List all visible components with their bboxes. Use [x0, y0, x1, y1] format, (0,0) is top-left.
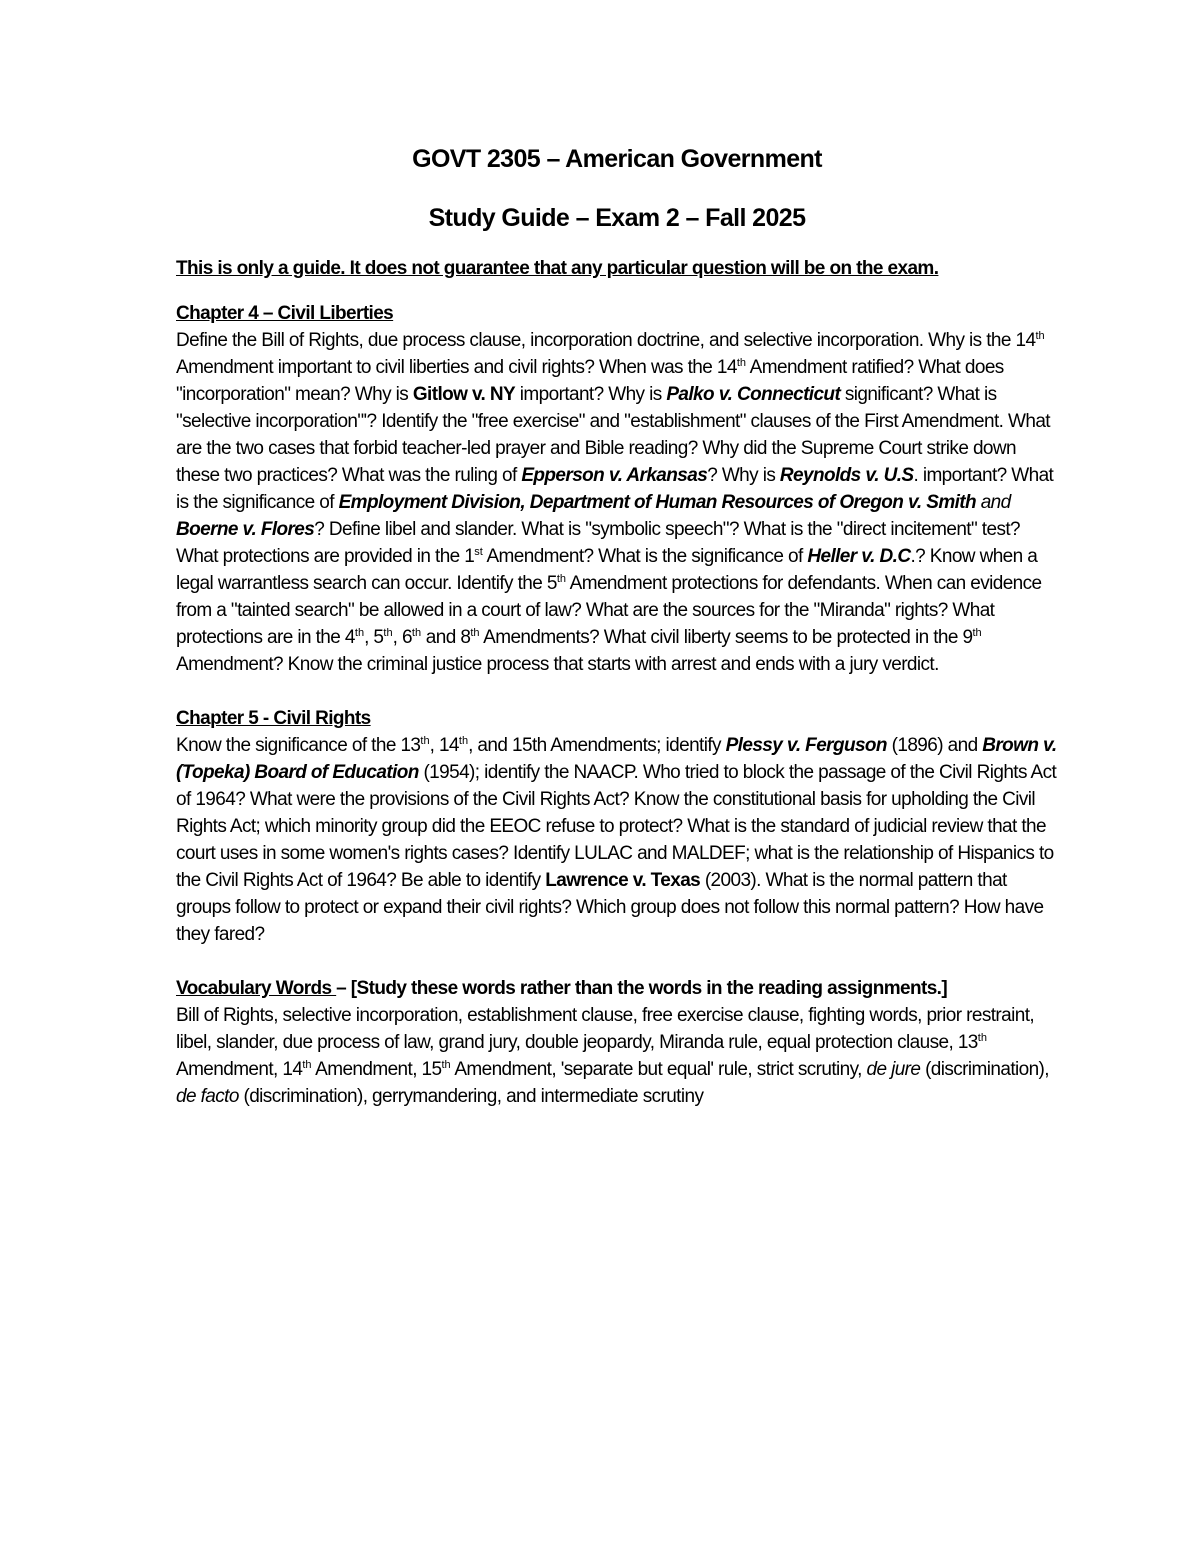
body-text: , 6 — [392, 627, 412, 648]
body-text: Amendment, 'separate but equal' rule, strict scrutiny, — [450, 1059, 867, 1080]
body-text: Amendment? Know the criminal justice process that starts with arrest and ends with a jury verdict. — [176, 654, 939, 675]
chapter-5-section — [176, 705, 1058, 948]
body-text: Define the Bill of Rights, due process clause, incorporation doctrine, and selective incorporation. Why is the 14 — [176, 330, 1036, 351]
disclaimer: This is only a guide. It does not guarantee that any particular question will be on the exam. — [176, 258, 939, 279]
ordinal-suffix: th — [1035, 330, 1045, 342]
chapter-4-heading-text: Chapter 4 – Civil Liberties — [176, 303, 394, 324]
body-text: , 14 — [429, 735, 459, 756]
body-text: (1896) and — [886, 735, 983, 756]
case-name: Reynolds v. U.S — [779, 465, 914, 486]
case-name: Brown v. (Topeka) Board of Education — [176, 735, 1057, 783]
vocabulary-heading — [176, 975, 1058, 1002]
ordinal-suffix: th — [354, 627, 365, 639]
body-text: Bill of Rights, selective incorporation, establishment clause, free exercise clause, fighting words, prior restraint, libel, slander, due process of law, grand jury, double jeopardy, Miranda rule, equal protection clause, 13 — [176, 1005, 1035, 1053]
body-text: Amendment, 14 — [176, 1059, 303, 1080]
body-text: , 5 — [364, 627, 384, 648]
body-text: Amendment ratified? What does "incorporation" mean? Why is — [176, 357, 1004, 405]
body-text: (discrimination), gerrymandering, and intermediate scrutiny — [238, 1086, 704, 1107]
ordinal-suffix: th — [383, 627, 393, 639]
body-text: ? Define libel and slander. What is "symbolic speech"? What is the "direct incitement" test? What protections are provided in the 1 — [176, 519, 1020, 567]
body-text: Amendment important to civil liberties and civil rights? When was the 14 — [176, 357, 737, 378]
body-text: ? Why is — [707, 465, 780, 486]
case-name: Gitlow v. NY — [412, 384, 516, 405]
ordinal-suffix: th — [977, 1032, 987, 1044]
body-text: .? Know when a legal warrantless search can occur. Identify the 5 — [176, 546, 1038, 594]
ordinal-suffix: th — [411, 627, 422, 639]
ordinal-suffix: th — [556, 573, 567, 585]
case-name: Boerne v. Flores — [176, 519, 315, 540]
ordinal-suffix: th — [736, 357, 747, 369]
vocabulary-heading-note: – [Study these words rather than the words in the reading assignments.] — [336, 978, 948, 999]
ordinal-suffix: st — [474, 546, 483, 558]
chapter-5-questions — [176, 732, 1058, 948]
body-text: Amendment, 15 — [311, 1059, 442, 1080]
body-text: . important? What is the significance of — [176, 465, 1054, 513]
body-text: Amendment? What is the significance of — [482, 546, 808, 567]
vocabulary-list — [176, 1002, 1058, 1110]
ordinal-suffix: th — [470, 627, 480, 639]
course-title: GOVT 2305 – American Government — [412, 145, 822, 173]
body-text: significant? What is "selective incorporation"'? Identify the "free exercise" and "establishment" clauses of the First Amendment. What are the two cases that forbid teacher-led prayer and Bible reading? Why did the Supreme Court strike down these two practices? What was the ruling of — [176, 384, 1050, 486]
body-text: Amendment protections for defendants. When can evidence from a "tainted search" be allowed in a court of law? What are the sources for the "Miranda" rights? What protections are in the 4 — [176, 573, 1042, 648]
chapter-5-heading — [176, 705, 1058, 732]
italic-text: de facto — [176, 1086, 239, 1107]
italic-text: and — [976, 492, 1011, 513]
spacer — [176, 948, 1058, 975]
chapter-5-heading-text: Chapter 5 - Civil Rights — [176, 708, 371, 729]
italic-text: de jure — [866, 1059, 921, 1080]
vocabulary-section — [176, 975, 1058, 1110]
body-text: Amendments? What civil liberty seems to be protected in the 9 — [479, 627, 973, 648]
body-text: (2003). What is the normal pattern that groups follow to protect or expand their civil rights? Which group does not follow this normal pattern? How have they fared? — [176, 870, 1044, 945]
ordinal-suffix: th — [420, 735, 430, 747]
case-name: Palko v. Connecticut — [666, 384, 841, 405]
body-text: important? Why is — [515, 384, 667, 405]
body-text: and 8 — [421, 627, 471, 648]
body-text: , and 15th Amendments; identify — [468, 735, 726, 756]
case-name: Plessy v. Ferguson — [725, 735, 887, 756]
case-name: Heller v. D.C — [807, 546, 911, 567]
ordinal-suffix: th — [302, 1059, 312, 1071]
chapter-4-heading — [176, 300, 1058, 327]
case-name: Employment Division, Department of Human Resources of Oregon v. Smith — [338, 492, 977, 513]
body-text: (discrimination), — [920, 1059, 1049, 1080]
document-page — [176, 142, 1058, 1110]
chapter-4-questions — [176, 327, 1058, 678]
chapter-4-section — [176, 300, 1058, 678]
body-text: (1954); identify the NAACP. Who tried to block the passage of the Civil Rights Act of 1964? What were the provisions of the Civil Rights Act? Know the constitutional basis for upholding the Civil Rights Act; which minority group did the EEOC refuse to protect? What is the standard of judicial review that the court uses in some women's rights cases? Identify LULAC and MALDEF; what is the relationship of Hispanics to the Civil Rights Act of 1964? Be able to identify — [176, 762, 1057, 891]
case-name: Lawrence v. Texas — [545, 870, 701, 891]
case-name: Epperson v. Arkansas — [521, 465, 708, 486]
guide-title: Study Guide – Exam 2 – Fall 2025 — [428, 204, 806, 232]
ordinal-suffix: th — [972, 627, 982, 639]
spacer — [176, 678, 1058, 705]
vocabulary-heading-text: Vocabulary Words — [176, 978, 337, 999]
ordinal-suffix: th — [441, 1059, 451, 1071]
ordinal-suffix: th — [458, 735, 469, 747]
body-text: Know the significance of the 13 — [176, 735, 421, 756]
